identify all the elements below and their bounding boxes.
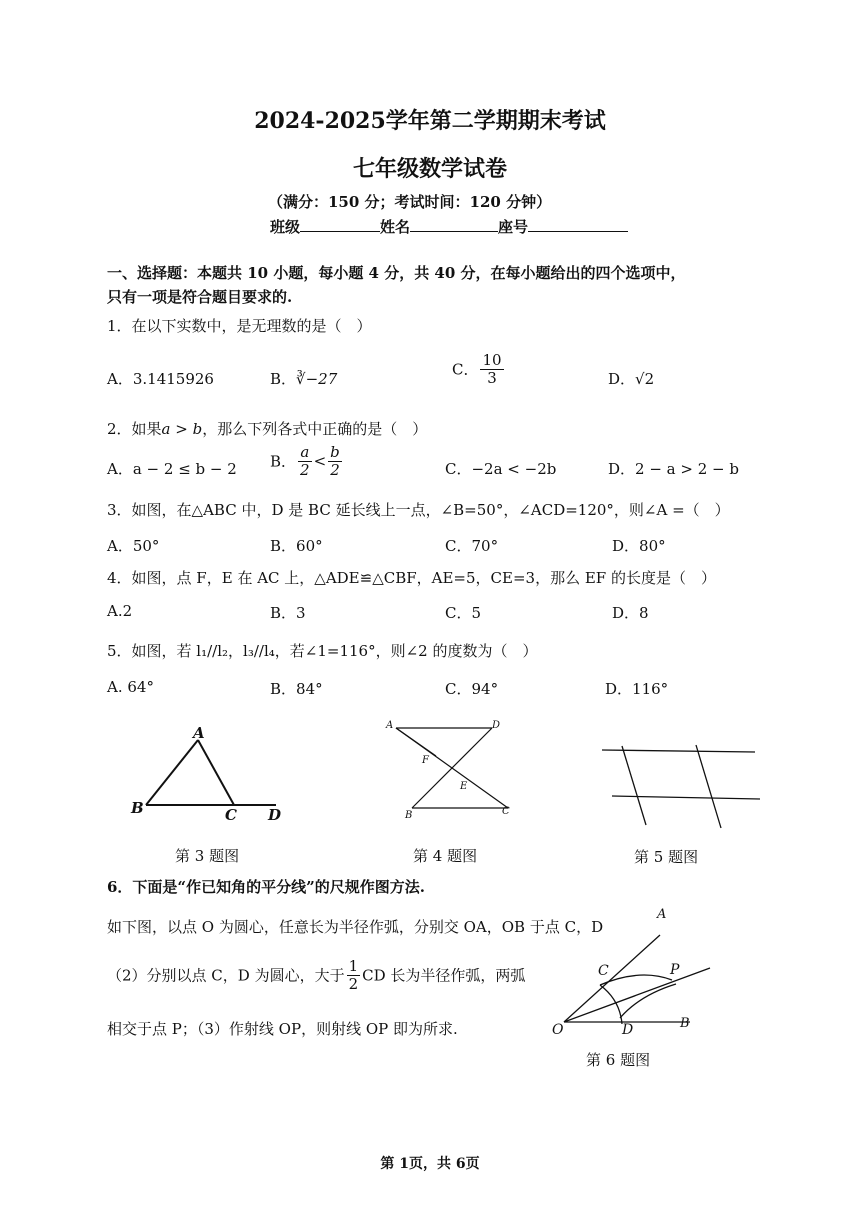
q5-stem: 5．如图，若 l₁//l₂，l₃//l₄，若∠1=116°，则∠2 的度数为（ ） (107, 642, 538, 660)
exam-title: 2024-2025学年第二学期期末考试 (254, 108, 606, 134)
q1-stem: 1．在以下实数中，是无理数的是（ ） (107, 317, 372, 335)
q6-line4: 相交于点 P；（3）作射线 OP，则射线 OP 即为所求. (107, 1020, 458, 1038)
fig4-label-f: F (422, 755, 429, 766)
seat-blank[interactable] (528, 215, 628, 232)
q2-option-a: A．a − 2 ≤ b − 2 (107, 460, 237, 478)
figure-4-triangles (396, 728, 508, 808)
q2-option-c: C．−2a < −2b (445, 460, 557, 478)
figure-6-angle-bisector (564, 935, 710, 1024)
q4-option-b: B．3 (270, 604, 306, 622)
fig6-label-d: D (622, 1022, 634, 1038)
q6-line3: （2）分别以点 C，D 为圆心，大于 $\frac{1}{2}$ CD 长为半径作弧，两弧 (107, 957, 526, 993)
section1-line1: 一、选择题：本题共 10 小题，每小题 4 分，共 40 分，在每小题给出的四个选项中， (107, 264, 686, 282)
q3-option-c: C．70° (445, 537, 499, 555)
q5-option-b: B．84° (270, 680, 323, 698)
q4-stem: 4．如图，点 F，E 在 AC 上，△ADE≌△CBF，AE=5，CE=3，那么 EF 的长度是（ ） (107, 569, 716, 587)
fig5-caption: 第 5 题图 (634, 848, 699, 866)
q4-option-c: C．5 (445, 604, 482, 622)
q2-option-d: D．2 − a > 2 − b (608, 460, 739, 478)
name-blank[interactable] (410, 215, 498, 232)
q1-option-c: C． $\frac{10}{3}$ (452, 351, 502, 387)
fig3-side-ac (198, 740, 234, 805)
q6-line2: 如下图，以点 O 为圆心，任意长为半径作弧，分别交 OA，OB 于点 C，D (107, 918, 604, 936)
exam-subtitle: 七年级数学试卷 (352, 156, 507, 182)
q4-option-d: D．8 (612, 604, 649, 622)
seat-label: 座号 (498, 218, 529, 236)
q5-option-d: D．116° (605, 680, 669, 698)
fig3-side-ab (146, 740, 198, 805)
fig6-label-b: B (680, 1016, 690, 1031)
page-number: 第 1页，共 6页 (380, 1156, 480, 1172)
q3-option-d: D．80° (612, 537, 666, 555)
fig4-label-c: C (502, 806, 510, 817)
q6-line1: 6．下面是“作已知角的平分线”的尺规作图方法. (107, 878, 425, 896)
q1-option-d: D．√2 (608, 370, 655, 388)
q1-option-b: B．∛−27 (270, 370, 338, 388)
q2-stem: 2．如果a > b，那么下列各式中正确的是（ ） (107, 420, 428, 438)
class-blank[interactable] (300, 215, 380, 232)
section1-line2: 只有一项是符合题目要求的. (107, 288, 293, 306)
fig6-caption: 第 6 题图 (586, 1051, 651, 1069)
fig4-label-a: A (386, 720, 394, 731)
q5-option-a: A. 64° (107, 678, 154, 696)
q3-option-b: B．60° (270, 537, 323, 555)
name-label: 姓名 (380, 218, 411, 236)
fig4-label-e: E (460, 781, 468, 792)
fig3-label-d: D (268, 806, 282, 824)
fig3-label-a: A (193, 724, 205, 742)
fig6-label-p: P (670, 962, 680, 978)
q3-stem: 3．如图，在△ABC 中，D 是 BC 延长线上一点，∠B=50°，∠ACD=120°，则∠A =（ ） (107, 501, 730, 519)
student-info-line (270, 215, 628, 237)
fig4-label-d: D (492, 720, 501, 731)
q3-option-a: A．50° (107, 537, 160, 555)
fig6-label-o: O (552, 1022, 564, 1038)
q1-option-a: A．3.1415926 (107, 370, 214, 388)
fig3-label-b: B (131, 799, 144, 817)
q5-option-c: C．94° (445, 680, 499, 698)
fig6-label-a: A (657, 907, 667, 922)
class-label: 班级 (270, 218, 301, 236)
exam-info: （满分：150 分；考试时间：120 分钟） (268, 193, 552, 211)
fig3-caption: 第 3 题图 (175, 847, 240, 865)
fig3-label-c: C (225, 806, 237, 824)
q4-option-a: A.2 (107, 602, 133, 620)
fig4-caption: 第 4 题图 (413, 847, 478, 865)
fig6-label-c: C (598, 963, 609, 979)
q2-option-b: B． $\frac{a}{2}$ < $\frac{b}{2}$ (270, 443, 340, 479)
figure-5-parallel-lines (602, 745, 760, 828)
fig4-label-b: B (405, 810, 413, 821)
